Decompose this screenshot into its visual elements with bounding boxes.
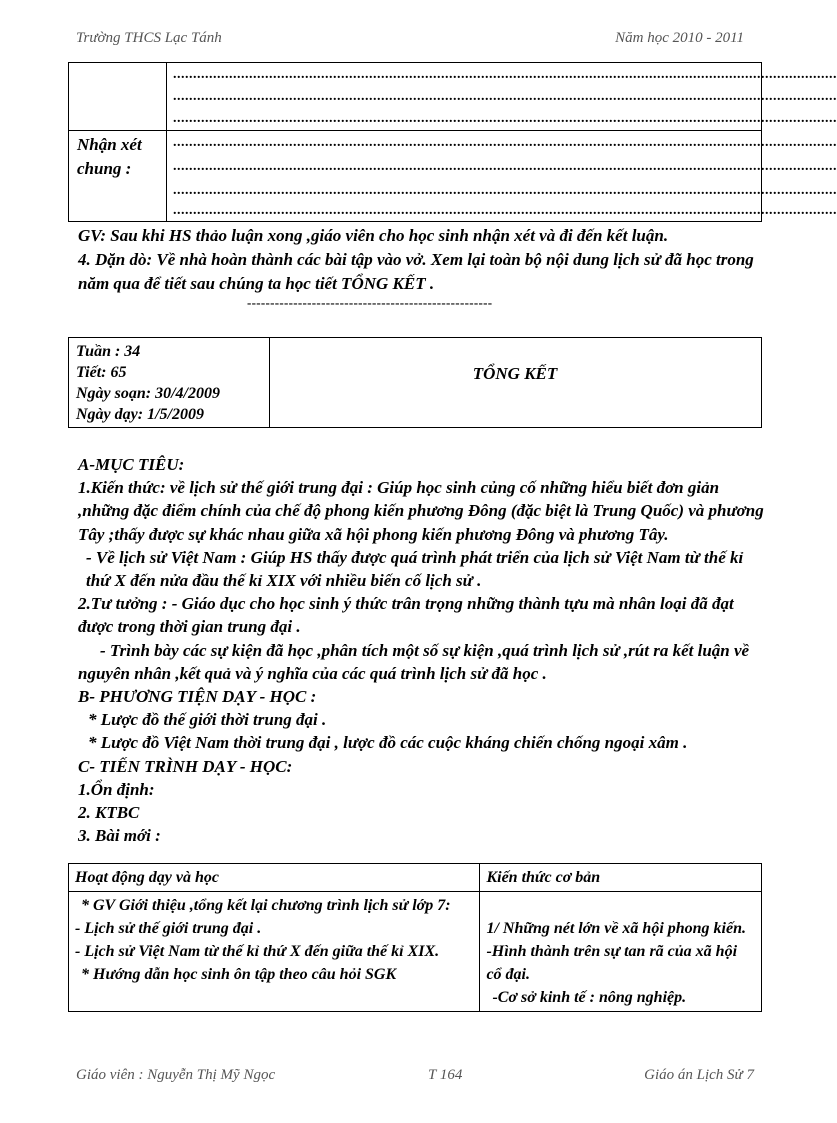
table-header: Kiến thức cơ bản <box>480 864 762 892</box>
remarks-table <box>68 62 837 222</box>
dotted-line: ...................................................................................................................................................................... <box>173 203 837 218</box>
list-item: -Cơ sở kinh tế : nông nghiệp. <box>492 989 687 1006</box>
vietnam-objective: - Về lịch sử Việt Nam : Giúp HS thấy được quá trình phát triển của lịch sử Việt Nam từ thế kỉ thứ X đến nửa đầu thế kỉ XIX với nhiều biến cố lịch sử . <box>86 547 744 591</box>
dotted-line: ...................................................................................................................................................................... <box>173 111 837 126</box>
school-name: Trường THCS Lạc Tánh <box>76 30 222 46</box>
table-header: Hoạt động dạy và học <box>69 864 480 892</box>
basic-knowledge-cell <box>480 892 762 1012</box>
prepared-date: Ngày soạn: 30/4/2009 <box>76 385 220 402</box>
lesson-title: TỔNG KẾT <box>472 364 558 383</box>
remark-label: Nhận xét chung : <box>77 135 142 178</box>
teaching-activities-cell <box>69 892 480 1012</box>
list-item: * GV Giới thiệu ,tổng kết lại chương trình lịch sử lớp 7: <box>81 897 451 914</box>
teaching-date: Ngày dạy: 1/5/2009 <box>76 406 204 423</box>
lesson-info-box <box>68 337 762 428</box>
section-procedure: C- TIẾN TRÌNH DẠY - HỌC: <box>78 756 293 776</box>
period: Tiết: 65 <box>76 364 127 381</box>
step-stabilize: 1.Ổn định: <box>78 779 155 799</box>
dotted-line: ...................................................................................................................................................................... <box>173 135 837 150</box>
teacher-name: Giáo viên : Nguyễn Thị Mỹ Ngọc <box>76 1067 276 1083</box>
list-item: 1/ Những nét lớn về xã hội phong kiến. <box>486 920 746 937</box>
separator: ----------------------------------------------------- <box>247 295 493 310</box>
dotted-line: ...................................................................................................................................................................... <box>173 89 837 104</box>
section-materials: B- PHƯƠNG TIỆN DẠY - HỌC : <box>78 687 317 707</box>
step-new-lesson: 3. Bài mới : <box>78 826 161 846</box>
step-review: 2. KTBC <box>78 803 140 823</box>
list-item: -Hình thành trên sự tan rã của xã hội cổ đại. <box>486 943 738 983</box>
school-year: Năm học 2010 - 2011 <box>615 30 744 46</box>
list-item: - Lịch sử thế giới trung đại . <box>75 920 262 937</box>
dotted-line: ...................................................................................................................................................................... <box>173 67 837 82</box>
knowledge-objective: 1.Kiến thức: về lịch sử thế giới trung đại : Giúp học sinh củng cố những hiểu biết đơn giản ,những đặc điểm chính của chế độ phong kiến phương Đông (đặc biệt là Trung Quốc) và phương Tây ;thấy được sự khác nhau giữa xã hội phong kiến phương Đông và phương Tây. <box>78 478 764 544</box>
dotted-line: ...................................................................................................................................................................... <box>173 159 837 174</box>
lesson-body <box>78 453 764 847</box>
subject-label: Giáo án Lịch Sử 7 <box>644 1067 754 1083</box>
material-item: * Lược đồ thế giới thời trung đại . <box>88 710 327 730</box>
gv-conclusion: GV: Sau khi HS thảo luận xong ,giáo viên cho học sinh nhận xét và đi đến kết luận. <box>78 226 669 245</box>
dotted-line: ...................................................................................................................................................................... <box>173 183 837 198</box>
list-item: * Hướng dẫn học sinh ôn tập theo câu hỏi SGK <box>81 966 397 983</box>
material-item: * Lược đồ Việt Nam thời trung đại , lược đồ các cuộc kháng chiến chống ngoại xâm . <box>88 733 688 753</box>
list-item: - Lịch sử Việt Nam từ thế kỉ thứ X đến giữa thế kỉ XIX. <box>75 943 440 960</box>
attitude-objective: 2.Tư tưởng : - Giáo dục cho học sinh ý thức trân trọng những thành tựu mà nhân loại đã đạt được trong thời gian trung đại . <box>78 594 734 637</box>
skills-objective: - Trình bày các sự kiện đã học ,phân tích một số sự kiện ,quá trình lịch sử ,rút ra kết luận về nguyên nhân ,kết quả và ý nghĩa của các quá trình lịch sử đã học . <box>78 640 750 683</box>
section-objectives: A-MỤC TIÊU: <box>78 455 185 474</box>
page-number: T 164 <box>428 1067 463 1083</box>
activity-table <box>68 863 762 1012</box>
week: Tuần : 34 <box>76 343 141 360</box>
homework-note: 4. Dặn dò: Về nhà hoàn thành các bài tập vào vở. Xem lại toàn bộ nội dung lịch sử đã học trong năm qua để tiết sau chúng ta học tiết TỔNG KẾT . <box>78 250 754 293</box>
